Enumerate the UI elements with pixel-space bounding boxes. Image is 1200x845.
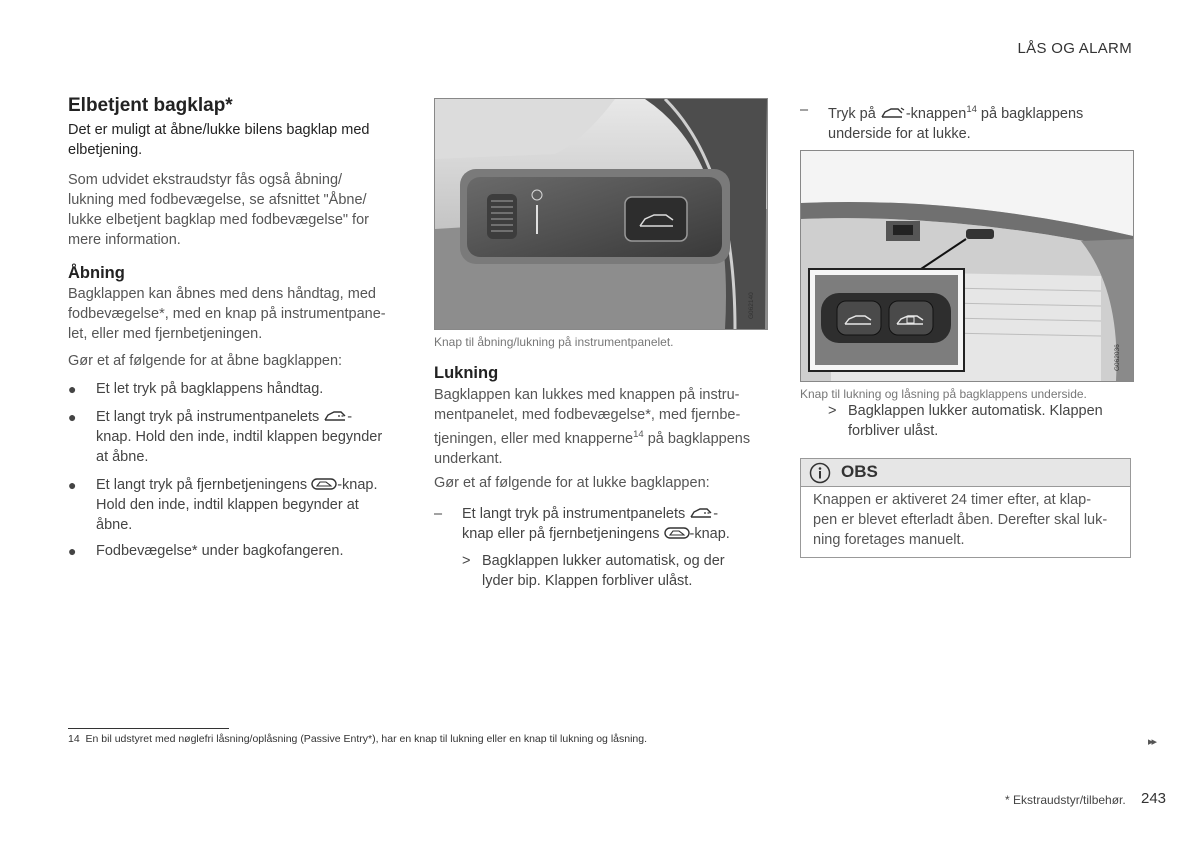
closing-line: tjeningen, eller med knapperne xyxy=(434,431,634,447)
image-code: G062036 xyxy=(1114,344,1121,371)
remote-key-icon xyxy=(311,477,337,491)
note-box xyxy=(800,458,1131,558)
list-item xyxy=(434,504,762,544)
result-marker: > xyxy=(462,553,471,569)
closing-line: underkant. xyxy=(434,451,503,467)
bullet: ● xyxy=(68,409,77,425)
footnote-number: 14 xyxy=(68,733,80,745)
tailgate-icon xyxy=(880,106,906,120)
intro-line: lukke elbetjent bagklap med fodbevægelse" for xyxy=(68,212,369,228)
opening-paragraph xyxy=(68,284,408,344)
image-code: G062140 xyxy=(748,292,755,319)
result-marker: > xyxy=(828,403,837,419)
list-item xyxy=(68,541,344,561)
page-number: 243 xyxy=(1141,790,1167,807)
tailgate-button-illustration xyxy=(801,151,1133,381)
note-line: Knappen er aktiveret 24 timer efter, at klap- xyxy=(813,492,1092,508)
list-item-text: underside for at lukke. xyxy=(828,126,971,142)
result-line xyxy=(462,551,762,591)
dash-marker: – xyxy=(434,506,443,522)
opening-line: Bagklappen kan åbnes med dens håndtag, med xyxy=(68,286,376,302)
list-item-text: -knappen xyxy=(905,106,967,122)
footnote-text: En bil udstyret med nøglefri låsning/oplåsning (Passive Entry*), har en knap til lukning eller en knap til lukning og låsning. xyxy=(85,733,648,745)
closing-paragraph xyxy=(434,385,774,469)
tailgate-icon xyxy=(689,506,713,520)
info-icon xyxy=(809,462,831,484)
footnote xyxy=(68,733,647,745)
bullet: ● xyxy=(68,543,77,559)
list-item-text: Et let tryk på bagklappens håndtag. xyxy=(96,381,324,397)
list-item-text: knap eller på fjernbetjeningens xyxy=(462,526,660,542)
note-line: ning foretages manuelt. xyxy=(813,532,965,548)
result-text: forbliver ulåst. xyxy=(848,423,939,439)
list-item-text: at åbne. xyxy=(96,449,149,465)
lead-line: Det er muligt at åbne/lukke bilens bagklap med xyxy=(68,122,370,138)
list-item xyxy=(68,407,406,467)
list-item-text: -knap. xyxy=(689,526,730,542)
list-item-text: -knap. xyxy=(337,477,378,493)
footnote-divider xyxy=(68,728,229,729)
closing-line: på bagklappens xyxy=(643,431,751,447)
result-text: Bagklappen lukker automatisk. Klappen xyxy=(848,403,1103,419)
note-text xyxy=(813,490,1123,550)
opening-prompt: Gør et af følgende for at åbne bagklappen: xyxy=(68,353,343,369)
intro-paragraph xyxy=(68,170,408,250)
list-item-text: knap. Hold den inde, indtil klappen begynder xyxy=(96,429,383,445)
opening-line: let, eller med fjernbetjeningen. xyxy=(68,326,263,342)
list-item-text: - xyxy=(713,506,719,522)
image-caption: Knap til åbning/lukning på instrumentpanelet. xyxy=(434,335,674,349)
list-item-text: på bagklappens xyxy=(976,106,1084,122)
intro-line: mere information. xyxy=(68,232,181,248)
opening-heading: Åbning xyxy=(68,264,125,282)
bullet: ● xyxy=(68,477,77,493)
section-header: LÅS OG ALARM xyxy=(1017,40,1132,57)
closing-heading: Lukning xyxy=(434,364,499,382)
lead-paragraph xyxy=(68,120,408,160)
lead-line: elbetjening. xyxy=(68,142,143,158)
list-item xyxy=(68,475,406,535)
closing-line: mentpanelet, med fodbevægelse*, med fjernbe- xyxy=(434,407,741,423)
list-item xyxy=(800,100,1128,144)
result-text: Bagklappen lukker automatisk, og der xyxy=(482,553,725,569)
list-item-text: Et langt tryk på instrumentpanelets xyxy=(462,506,686,522)
continue-arrows-icon: ▸▸ xyxy=(1148,736,1156,748)
list-item-text: - xyxy=(347,409,353,425)
opening-line: fodbevægelse*, med en knap på instrumentpane- xyxy=(68,306,386,322)
list-item xyxy=(68,379,324,399)
list-item-text: Et langt tryk på instrumentpanelets xyxy=(96,409,320,425)
note-header xyxy=(801,459,1130,487)
list-item-text: Hold den inde, indtil klappen begynder at xyxy=(96,497,359,513)
page-title: Elbetjent bagklap* xyxy=(68,95,233,116)
result-line xyxy=(828,401,1133,441)
result-text: lyder bip. Klappen forbliver ulåst. xyxy=(482,573,693,589)
extras-note: * Ekstraudstyr/tilbehør. xyxy=(1005,793,1126,807)
footnote-ref: 14 xyxy=(966,104,977,115)
note-title: OBS xyxy=(841,462,878,481)
closing-prompt: Gør et af følgende for at lukke bagklappen: xyxy=(434,475,710,491)
image-caption: Knap til lukning og låsning på bagklappens underside. xyxy=(800,387,1087,401)
intro-line: lukning med fodbevægelse, se afsnittet "Åbne/ xyxy=(68,192,367,208)
note-line: pen er blevet efterladt åben. Derefter skal luk- xyxy=(813,512,1108,528)
list-item-text: Et langt tryk på fjernbetjeningens xyxy=(96,477,308,493)
dash-marker: – xyxy=(800,102,809,118)
list-item-text: Fodbevægelse* under bagkofangeren. xyxy=(96,543,344,559)
list-item-text: Tryk på xyxy=(828,106,876,122)
footnote-ref: 14 xyxy=(633,429,644,440)
closing-line: Bagklappen kan lukkes med knappen på instru- xyxy=(434,387,740,403)
bullet: ● xyxy=(68,381,77,397)
dashboard-button-photo xyxy=(434,98,768,330)
list-item-text: åbne. xyxy=(96,517,133,533)
tailgate-icon xyxy=(323,409,347,423)
dashboard-button-illustration xyxy=(435,99,767,329)
tailgate-button-photo xyxy=(800,150,1134,382)
intro-line: Som udvidet ekstraudstyr fås også åbning/ xyxy=(68,172,343,188)
remote-key-icon xyxy=(664,526,690,540)
